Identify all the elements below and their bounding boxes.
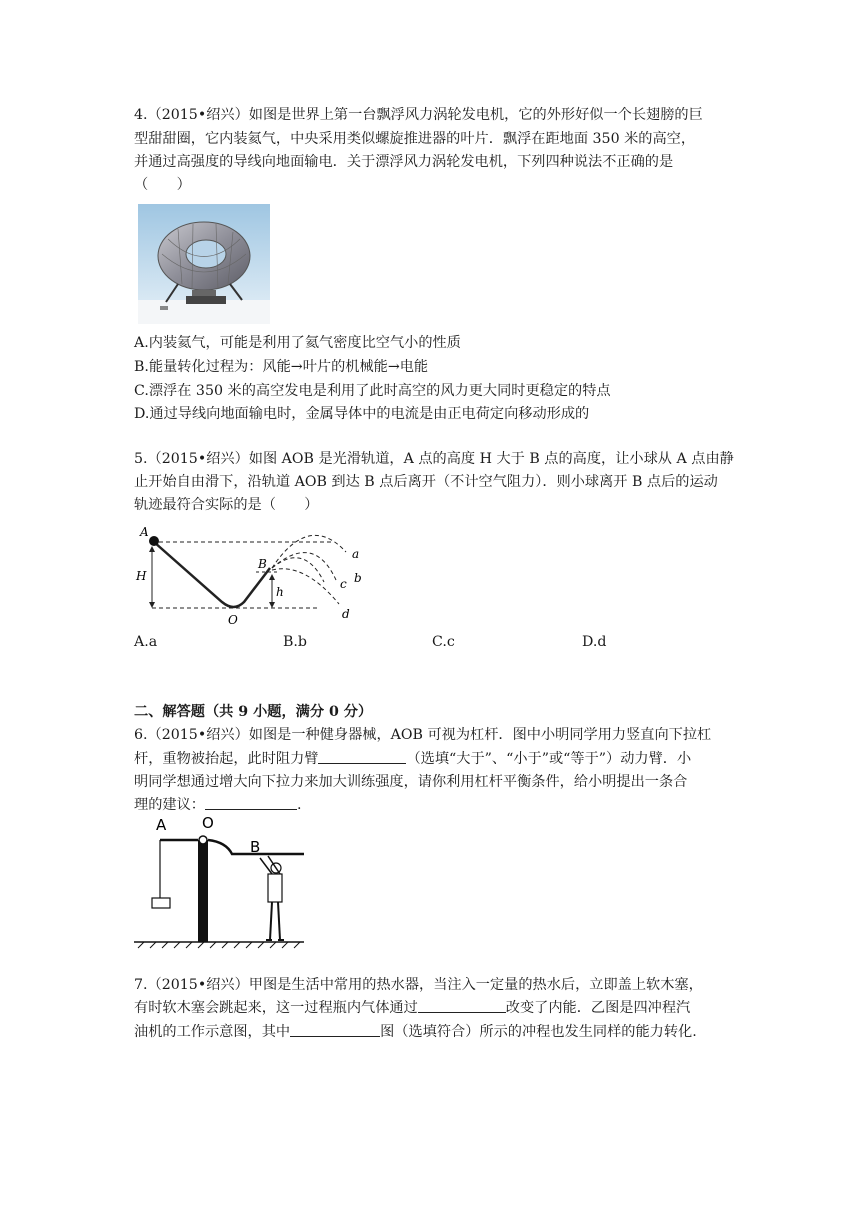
q6-line-2-end: （选填“大于”、“小于”或“等于”）动力臂．小 xyxy=(406,751,692,767)
q5-label-b-curve: b xyxy=(354,571,362,585)
q5-label-a-curve: a xyxy=(352,547,360,561)
q6-label-o: O xyxy=(202,814,214,832)
q5-label-d-curve: d xyxy=(342,607,350,621)
q5-line-2: 止开始自由滑下，沿轨道 AOB 到达 B 点后离开（不计空气阻力）．则小球离开 B 点后的运动 xyxy=(134,474,718,490)
q5-label-o-point: O xyxy=(228,613,238,627)
q7-answer-blank-2[interactable] xyxy=(290,1022,380,1037)
q4-option-a: A.内装氦气，可能是利用了氦气密度比空气小的性质 xyxy=(134,335,461,351)
q7-line-1: 7.（2015•绍兴）甲图是生活中常用的热水器，当注入一定量的热水后，立即盖上软木塞， xyxy=(134,977,703,993)
q4-line-3: 并通过高强度的导线向地面输电．关于漂浮风力涡轮发电机，下列四种说法不正确的是 xyxy=(134,154,674,170)
q6-lever-diagram xyxy=(134,812,306,950)
q5-option-b: B.b xyxy=(283,634,308,650)
q6-line-3: 明同学想通过增大向下拉力来加大训练强度，请你利用杠杆平衡条件，给小明提出一条合 xyxy=(134,774,688,790)
q5-track-diagram xyxy=(134,522,374,632)
q6-line-4-start: 理的建议： xyxy=(134,797,205,813)
q7-line-3-start: 油机的工作示意图，其中 xyxy=(134,1024,291,1040)
section-title: 二、解答题（共 9 小题，满分 0 分） xyxy=(134,704,373,720)
q7-line-2-end: 改变了内能．乙图是四冲程汽 xyxy=(505,1000,691,1016)
q5-label-h-big: H xyxy=(136,569,147,583)
q6-label-b: B xyxy=(250,838,261,856)
q5-label-c-curve: c xyxy=(340,577,347,591)
q6-line-1: 6.（2015•绍兴）如图是一种健身器械，AOB 可视为杠杆．图中小明同学用力竖直向下拉杠 xyxy=(134,727,712,743)
q6-line-4-end: . xyxy=(296,797,302,813)
q4-option-b: B.能量转化过程为：风能→叶片的机械能→电能 xyxy=(134,359,429,375)
q7-line-2-start: 有时软木塞会跳起来，这一过程瓶内气体通过 xyxy=(134,1000,418,1016)
q6-line-2 xyxy=(134,748,691,770)
q5-option-a: A.a xyxy=(134,634,158,650)
q4-option-d: D.通过导线向地面输电时，金属导体中的电流是由正电荷定向移动形成的 xyxy=(134,406,590,422)
q7-answer-blank-1[interactable] xyxy=(418,998,506,1013)
q5-option-d: D.d xyxy=(582,634,607,650)
q4-line-1: 4.（2015•绍兴）如图是世界上第一台飘浮风力涡轮发电机，它的外形好似一个长翅膀的巨 xyxy=(134,107,703,123)
q6-answer-blank-1[interactable] xyxy=(318,749,406,764)
q7-line-3-end: 图（选填符合）所示的冲程也发生同样的能力转化. xyxy=(380,1024,697,1040)
q5-line-3: 轨迹最符合实际的是（ ） xyxy=(134,497,319,513)
q5-option-c: C.c xyxy=(432,634,455,650)
q7-line-2 xyxy=(134,997,690,1019)
q6-answer-blank-2[interactable] xyxy=(205,795,297,810)
q4-option-c: C.漂浮在 350 米的高空发电是利用了此时高空的风力更大同时更稳定的特点 xyxy=(134,383,611,399)
q5-line-1: 5.（2015•绍兴）如图 AOB 是光滑轨道，A 点的高度 H 大于 B 点的高度，让小球从 A 点由静 xyxy=(134,451,734,467)
q5-label-h-small: h xyxy=(276,585,284,599)
q4-line-2: 型甜甜圈，它内装氦气，中央采用类似螺旋推进器的叶片．飘浮在距地面 350 米的高空， xyxy=(134,131,696,147)
q4-turbine-image xyxy=(138,204,270,324)
q7-line-3 xyxy=(134,1021,697,1043)
q6-label-a: A xyxy=(156,816,167,834)
q5-label-a-point: A xyxy=(140,525,149,539)
q6-line-2-start: 杆，重物被抬起，此时阻力臂 xyxy=(134,751,319,767)
q5-label-b-point: B xyxy=(258,557,267,571)
q4-line-4: （ ） xyxy=(134,177,191,193)
